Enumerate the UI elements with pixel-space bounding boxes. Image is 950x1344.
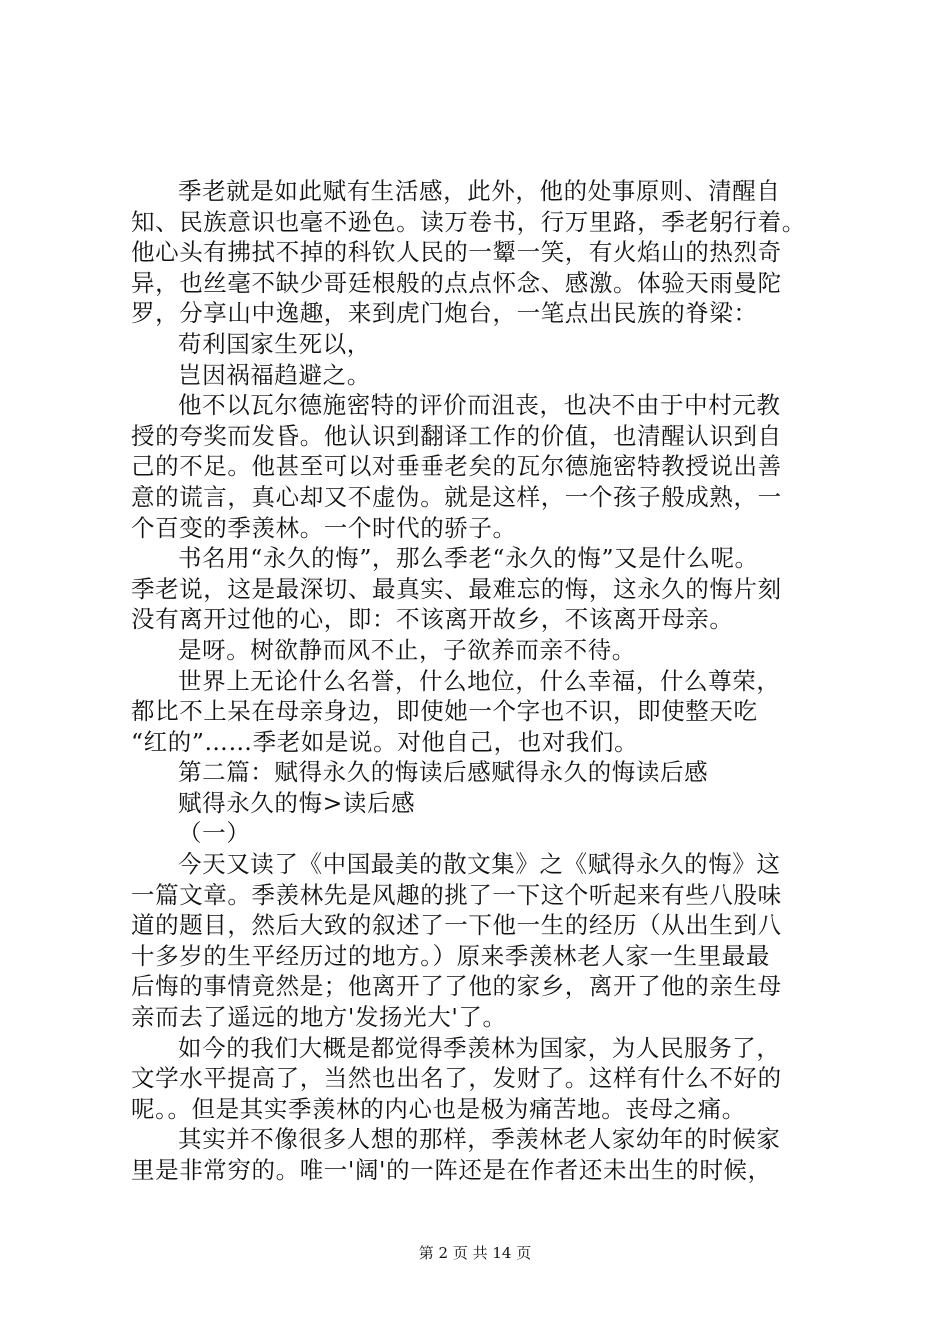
text-line: 是呀。树欲静而风不止，子欲养而亲不待。 (178, 635, 636, 664)
text-line: 异，也丝毫不缺少哥廷根般的点点怀念、感激。体验天雨曼陀 (131, 268, 782, 297)
text-line: 个百变的季羡林。一个时代的骄子。 (131, 513, 517, 542)
text-line: 一篇文章。季羡林先是风趣的挑了一下这个听起来有些八股味 (131, 880, 782, 909)
document-body (131, 176, 831, 1186)
text-line: 后悔的事情竟然是；他离开了了他的家乡，离开了他的亲生母 (131, 972, 782, 1001)
text-line: 其实并不像很多人想的那样，季羡林老人家幼年的时候家 (178, 1125, 781, 1154)
text-line: 书名用“永久的悔”，那么季老“永久的悔”又是什么呢。 (178, 544, 759, 573)
text-line: 季老就是如此赋有生活感，此外，他的处事原则、清醒自 (178, 177, 781, 205)
text-line: 没有离开过他的心，即：不该离开故乡，不该离开母亲。 (131, 605, 734, 634)
text-line: 授的夸奖而发昏。他认识到翻译工作的价值，也清醒认识到自 (131, 421, 782, 450)
text-line: 他不以瓦尔德施密特的评价而沮丧，也决不由于中村元教 (178, 391, 781, 420)
text-line: 赋得永久的悔>读后感 (178, 788, 416, 817)
text-line: 罗，分享山中逸趣，来到虎门炮台，一笔点出民族的脊梁： (131, 299, 758, 328)
text-line: 第二篇：赋得永久的悔读后感赋得永久的悔读后感 (178, 758, 709, 787)
text-line: 知、民族意识也毫不逊色。读万卷书，行万里路，季老躬行着。 (131, 207, 806, 236)
text-line: 亲而去了遥远的地方'发扬光大'了。 (131, 1003, 507, 1032)
text-line: 季老说，这是最深切、最真实、最难忘的悔，这永久的悔片刻 (131, 574, 782, 603)
text-line: 里是非常穷的。唯一'阔'的一阵还是在作者还未出生的时候， (131, 1156, 772, 1184)
text-line: 岂因祸福趋避之。 (178, 360, 371, 389)
text-line: 呢。。但是其实季羡林的内心也是极为痛苦地。丧母之痛。 (131, 1094, 746, 1123)
text-line: 都比不上呆在母亲身边，即使她一个字也不识，即使整天吃 (131, 697, 758, 726)
text-line: 他心头有拂拭不掉的科钦人民的一颦一笑，有火焰山的热烈奇 (131, 238, 782, 267)
text-line: 文学水平提高了，当然也出名了，发财了。这样有什么不好的 (131, 1064, 782, 1093)
text-line: 今天又读了《中国最美的散文集》之《赋得永久的悔》这 (178, 850, 781, 879)
page-footer: 第 2 页 共 14 页 (418, 1244, 532, 1262)
text-line: 己的不足。他甚至可以对垂垂老矣的瓦尔德施密特教授说出善 (131, 452, 782, 481)
text-line: 苟利国家生死以， (178, 329, 371, 358)
text-line: 十多岁的生平经历过的地方。）原来季羡林老人家一生里最最 (131, 941, 770, 970)
text-line: 意的谎言，真心却又不虚伪。就是这样，一个孩子般成熟，一 (131, 482, 782, 511)
text-line: 如今的我们大概是都觉得季羡林为国家，为人民服务了， (178, 1033, 781, 1062)
text-line: （一） (178, 819, 251, 848)
text-line: 世界上无论什么名誉，什么地位，什么幸福，什么尊荣， (178, 666, 781, 695)
text-line: “红的”……季老如是说。对他自己，也对我们。 (131, 727, 639, 756)
text-line: 道的题目，然后大致的叙述了一下他一生的经历（从出生到八 (131, 911, 782, 940)
